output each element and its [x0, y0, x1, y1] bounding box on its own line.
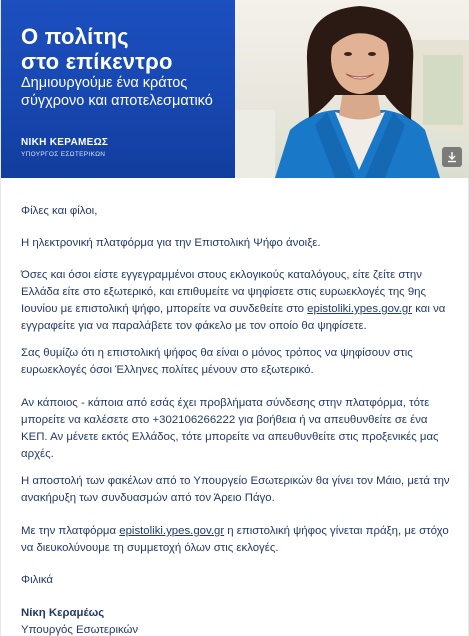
paragraph-platform-goal [21, 523, 451, 557]
portrait-photo [235, 0, 469, 178]
banner-subhead [21, 74, 213, 110]
closing: Φιλικά [21, 574, 53, 586]
subhead-line-2: σύγχρονο και αποτελεσματικό [21, 93, 213, 109]
epistoliki-link[interactable]: epistoliki.ypes.gov.gr [307, 303, 413, 315]
paragraph-goal-text-b: η επιστολική ψήφος γίνεται πράξη, με στόχο να διευκολύνουμε τη συμμετοχή όλων στις εκλογές. [21, 525, 449, 554]
paragraph-reminder: Σας θυμίζω ότι η επιστολική ψήφος θα είναι ο μόνος τρόπος να ψηφίσουν στις ευρωεκλογές όσοι Έλληνες πολίτες μένουν στο εξωτερικό. [21, 347, 413, 376]
banner-headline [21, 24, 173, 74]
paragraph-registration-text-a: Όσες και όσοι είστε εγγεγραμμένοι στους εκλογικούς καταλόγους, είτε ζείτε στην Ελλάδα είτε στο εξωτερικό, και επιθυμείτε να ψηφίσετε στις ευρωεκλογές της 9ης Ιουνίου με επιστολική ψήφο, μπορείτε να συνδεθείτε στο [21, 269, 426, 315]
signer-role: Υπουργός Εσωτερικών [21, 624, 139, 636]
paragraph-envelopes: Η αποστολή των φακέλων από το Υπουργείο Εσωτερικών θα γίνει τον Μάιο, μετά την ανακήρυξη των συνδυασμών από τον Άρειο Πάγο. [21, 475, 450, 504]
paragraph-goal-text-a: Με την πλατφόρμα [21, 525, 120, 537]
banner-signature-name: ΝΙΚΗ ΚΕΡΑΜΕΩΣ [21, 137, 109, 148]
paragraph-platform-open: Η ηλεκτρονική πλατφόρμα για την Επιστολική Ψήφο άνοιξε. [21, 237, 321, 249]
headline-line-1: Ο πολίτης [21, 24, 129, 49]
epistoliki-link-2[interactable]: epistoliki.ypes.gov.gr [119, 525, 225, 537]
paragraph-support: Αν κάποιος - κάποια από εσάς έχει προβλήματα σύνδεσης στην πλατφόρμα, τότε μπορείτε να καλέσετε στο +302106266222 για βοήθεια ή να απευθυνθείτε σε ένα ΚΕΠ. Αν μένετε εκτός Ελλάδος, τότε μπορείτε να απευθυνθείτε στις προξενικές μας αρχές. [21, 397, 439, 460]
salutation: Φίλες και φίλοι, [21, 205, 98, 217]
paragraph-registration [21, 267, 451, 335]
signer-name: Νίκη Κεραμέως [21, 607, 105, 619]
paragraph-registration-text-b: και να εγγραφείτε για να παραλάβετε τον φάκελο με τον οποίο θα ψηφίσετε. [21, 303, 446, 332]
download-icon [446, 151, 458, 163]
subhead-line-1: Δημιουργούμε ένα κράτος [21, 75, 188, 91]
download-image-button[interactable] [442, 147, 462, 167]
headline-line-2: στο επίκεντρο [21, 49, 173, 74]
portrait-illustration [235, 0, 469, 178]
banner-signature-role: ΥΠΟΥΡΓΟΣ ΕΣΩΤΕΡΙΚΩΝ [21, 151, 106, 158]
